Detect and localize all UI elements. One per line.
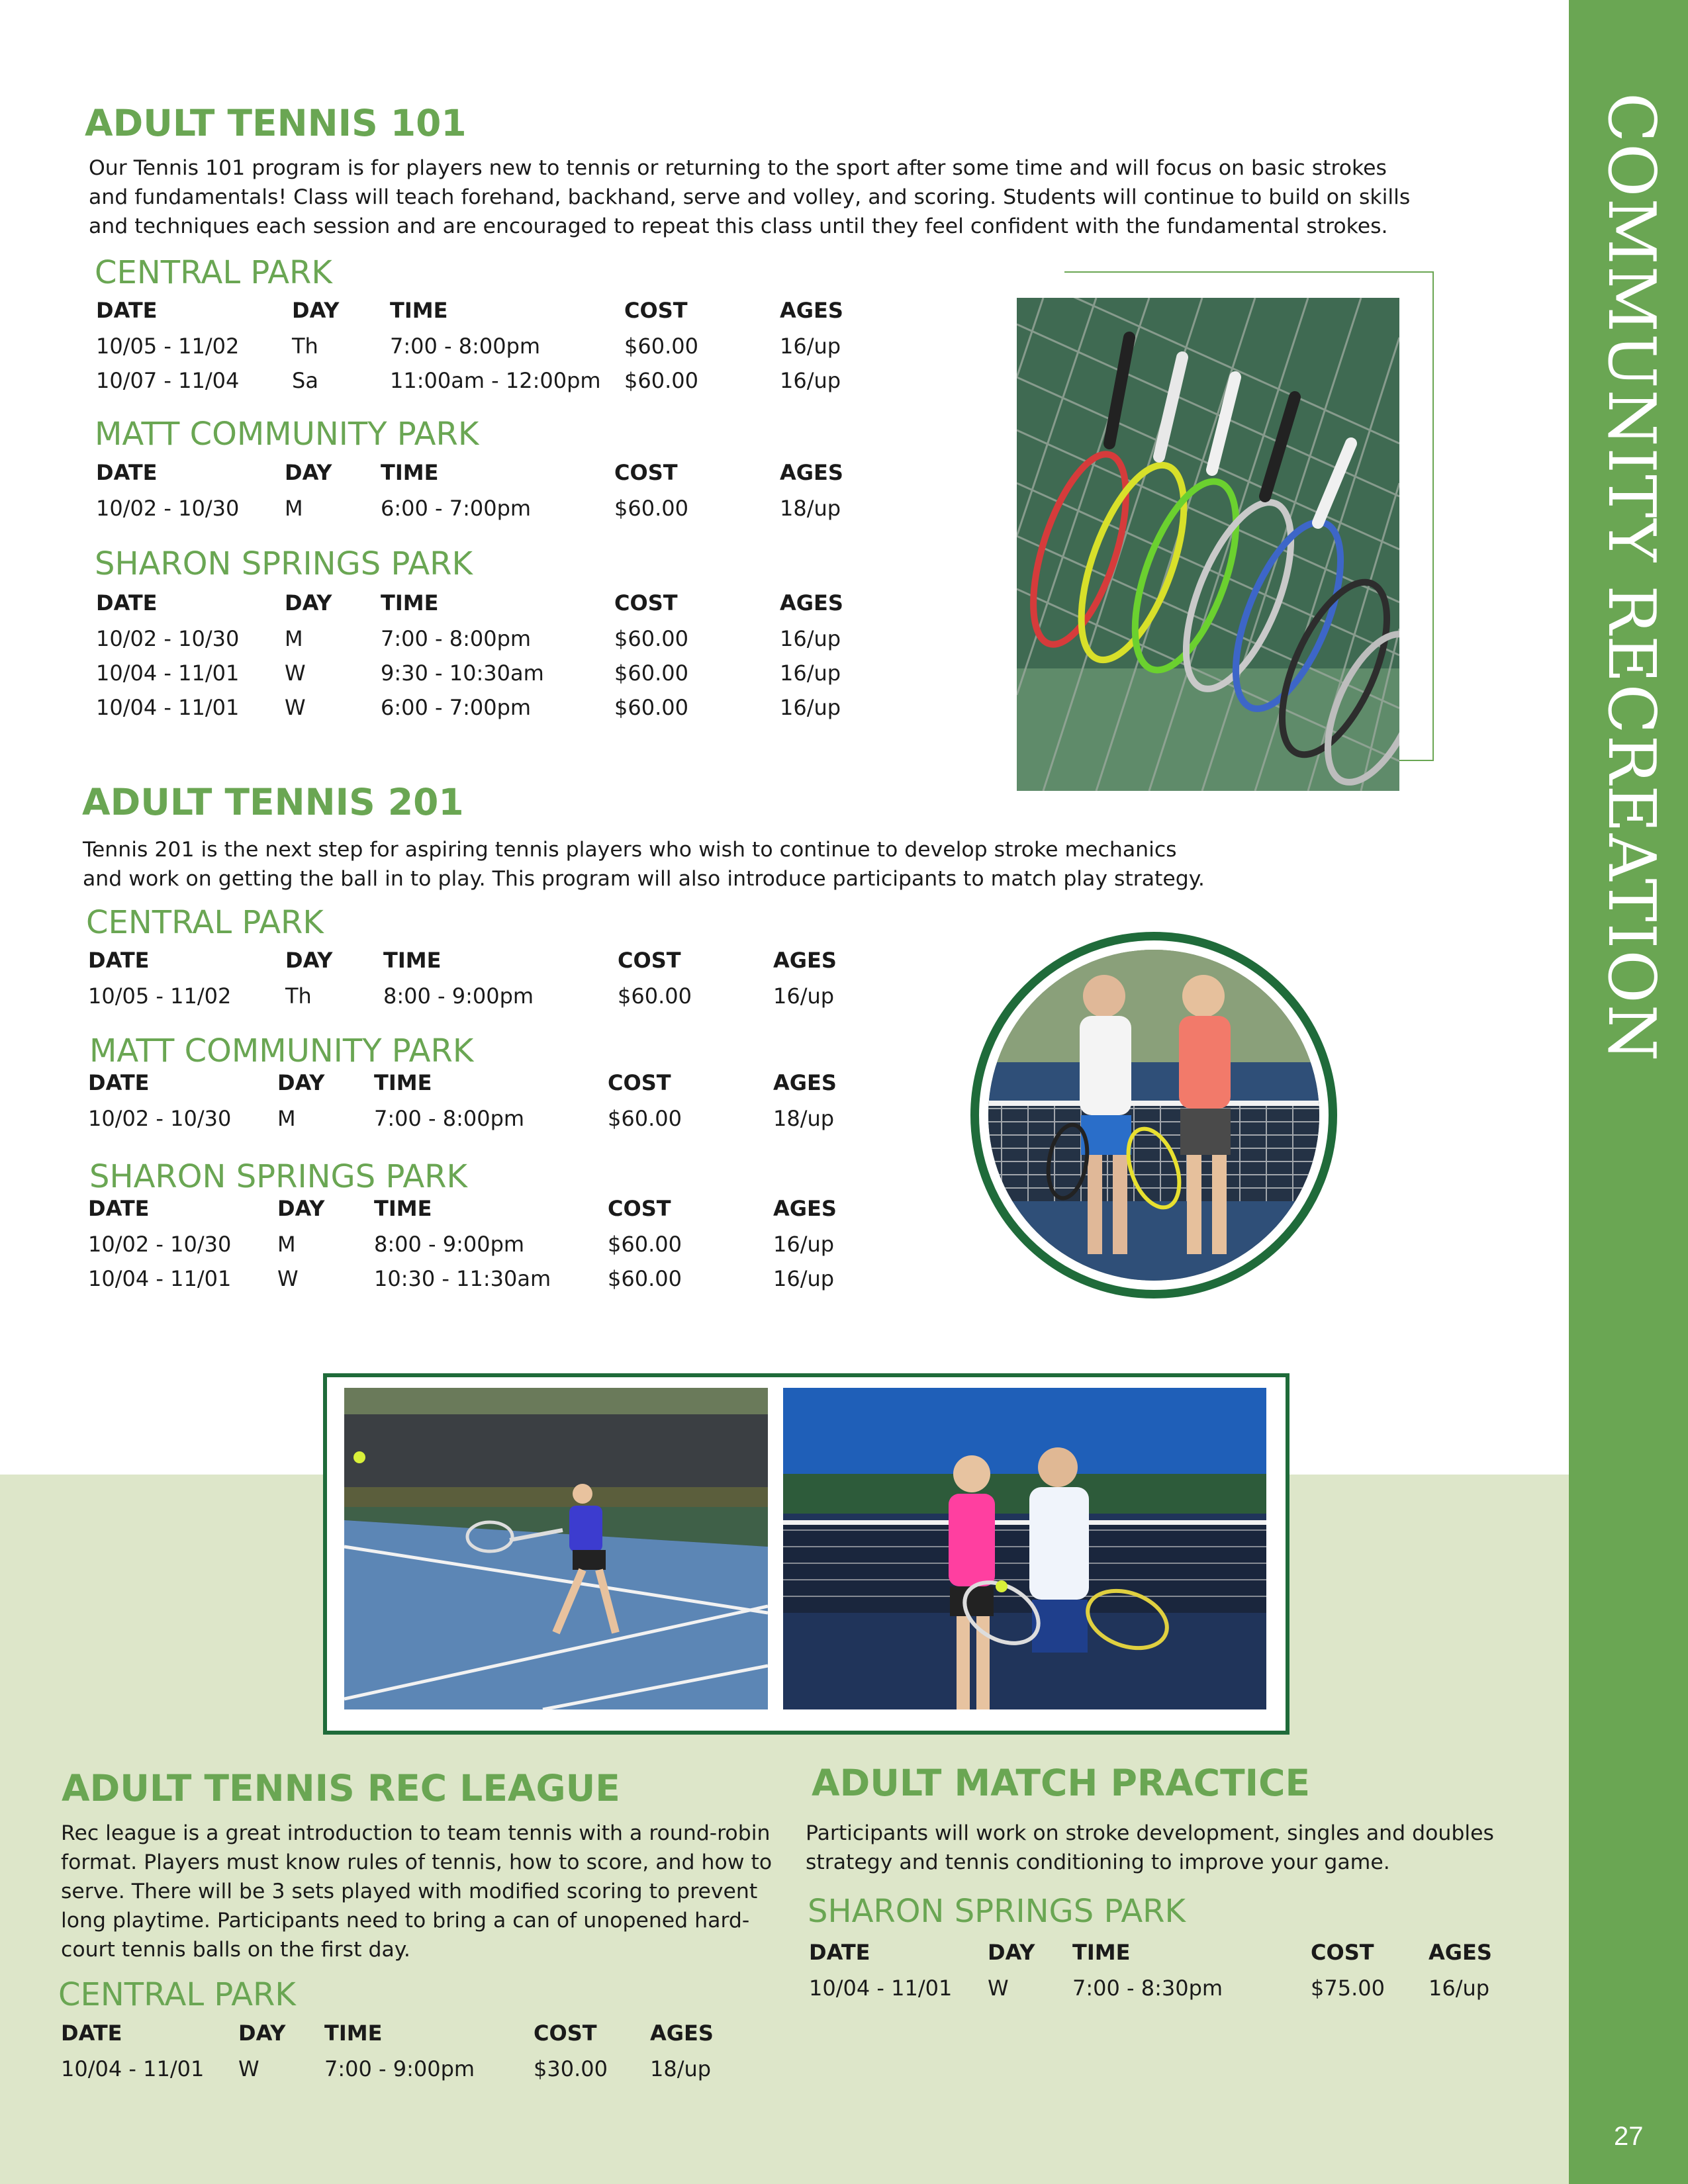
park-title-central: CENTRAL PARK xyxy=(58,1976,296,2013)
cell-date: 10/02 - 10/30 xyxy=(96,496,240,521)
cell-date: 10/04 - 11/01 xyxy=(88,1266,232,1291)
header-time: TIME xyxy=(324,2021,383,2046)
cell-date: 10/05 - 11/02 xyxy=(88,983,232,1009)
header-day: DAY xyxy=(277,1196,325,1221)
cell-date: 10/07 - 11/04 xyxy=(96,368,240,393)
table-row xyxy=(96,694,890,729)
table-header xyxy=(96,590,890,625)
cell-date: 10/04 - 11/01 xyxy=(809,1976,953,2001)
sidebar-title: COMMUNITY RECREATION xyxy=(1593,93,1669,1063)
header-time: TIME xyxy=(381,460,439,485)
table-header xyxy=(809,1939,1537,1975)
header-date: DATE xyxy=(88,1070,150,1095)
table-row xyxy=(96,495,890,529)
header-day: DAY xyxy=(285,590,332,615)
header-ages: AGES xyxy=(780,298,843,323)
header-ages: AGES xyxy=(773,1070,837,1095)
park-title-central: CENTRAL PARK xyxy=(86,904,324,941)
match-practice-title: ADULT MATCH PRACTICE xyxy=(812,1762,1311,1804)
cell-date: 10/02 - 10/30 xyxy=(96,626,240,651)
header-time: TIME xyxy=(374,1196,432,1221)
description-line: long playtime. Participants need to bring a can of unopened hard- xyxy=(61,1909,750,1933)
cell-date: 10/05 - 11/02 xyxy=(96,334,240,359)
description-line: Rec league is a great introduction to team tennis with a round-robin xyxy=(61,1821,771,1845)
tennis201-title: ADULT TENNIS 201 xyxy=(82,781,464,823)
cell-ages: 16/up xyxy=(780,626,841,651)
cell-time: 6:00 - 7:00pm xyxy=(381,695,532,720)
cell-time: 9:30 - 10:30am xyxy=(381,660,544,686)
cell-time: 8:00 - 9:00pm xyxy=(374,1232,525,1257)
header-date: DATE xyxy=(61,2021,122,2046)
header-day: DAY xyxy=(238,2021,286,2046)
header-time: TIME xyxy=(383,948,442,973)
schedule-table-101-central xyxy=(96,297,890,402)
header-cost: COST xyxy=(614,590,678,615)
header-ages: AGES xyxy=(1429,1940,1492,1965)
header-day: DAY xyxy=(285,460,332,485)
description-line: and work on getting the ball in to play. This program will also introduce participants to match play strategy. xyxy=(83,867,1205,891)
header-ages: AGES xyxy=(773,1196,837,1221)
description-line: serve. There will be 3 sets played with modified scoring to prevent xyxy=(61,1880,758,1903)
coach-and-player-photo xyxy=(783,1388,1266,1709)
cell-cost: $60.00 xyxy=(624,334,698,359)
tennis101-description xyxy=(89,154,1410,241)
header-date: DATE xyxy=(96,460,158,485)
park-title-matt: MATT COMMUNITY PARK xyxy=(89,1032,474,1069)
description-line: Tennis 201 is the next step for aspiring tennis players who wish to continue to develop stroke mechanics xyxy=(83,838,1177,862)
header-cost: COST xyxy=(618,948,681,973)
cell-cost: $60.00 xyxy=(614,695,688,720)
cell-date: 10/04 - 11/01 xyxy=(61,2056,205,2081)
header-cost: COST xyxy=(608,1070,671,1095)
header-time: TIME xyxy=(390,298,448,323)
cell-ages: 16/up xyxy=(780,695,841,720)
table-row xyxy=(88,1265,882,1300)
cell-time: 11:00am - 12:00pm xyxy=(390,368,601,393)
forehand-player-image xyxy=(344,1388,768,1709)
cell-ages: 16/up xyxy=(773,983,835,1009)
cell-ages: 16/up xyxy=(773,1232,835,1257)
cell-date: 10/04 - 11/01 xyxy=(96,660,240,686)
header-date: DATE xyxy=(96,590,158,615)
cell-cost: $60.00 xyxy=(614,496,688,521)
players-circle-photo xyxy=(988,950,1319,1281)
cell-day: Th xyxy=(292,334,318,359)
description-line: court tennis balls on the first day. xyxy=(61,1938,410,1962)
cell-ages: 18/up xyxy=(780,496,841,521)
description-line: Our Tennis 101 program is for players new to tennis or returning to the sport after some time and will focus on basic strokes xyxy=(89,156,1387,180)
table-header xyxy=(88,1069,882,1105)
cell-time: 8:00 - 9:00pm xyxy=(383,983,534,1009)
cell-cost: $60.00 xyxy=(608,1106,682,1131)
cell-ages: 16/up xyxy=(780,660,841,686)
header-date: DATE xyxy=(809,1940,870,1965)
cell-time: 7:00 - 9:00pm xyxy=(324,2056,475,2081)
cell-day: W xyxy=(238,2056,259,2081)
cell-ages: 16/up xyxy=(1429,1976,1490,2001)
player-hitting-photo xyxy=(344,1388,768,1709)
two-players-image xyxy=(988,950,1319,1281)
match-practice-description xyxy=(806,1819,1494,1877)
description-line: strategy and tennis conditioning to improve your game. xyxy=(806,1850,1390,1874)
cell-time: 7:00 - 8:00pm xyxy=(374,1106,525,1131)
cell-day: W xyxy=(285,660,306,686)
header-ages: AGES xyxy=(650,2021,714,2046)
table-header xyxy=(88,1195,882,1231)
cell-time: 10:30 - 11:30am xyxy=(374,1266,551,1291)
cell-time: 7:00 - 8:30pm xyxy=(1072,1976,1223,2001)
cell-time: 6:00 - 7:00pm xyxy=(381,496,532,521)
cell-day: W xyxy=(988,1976,1009,2001)
cell-cost: $60.00 xyxy=(624,368,698,393)
table-header xyxy=(88,947,882,983)
cell-time: 7:00 - 8:00pm xyxy=(381,626,532,651)
table-row xyxy=(61,2056,723,2090)
schedule-table-101-matt xyxy=(96,459,890,529)
table-row xyxy=(96,625,890,660)
cell-day: Th xyxy=(285,983,312,1009)
header-day: DAY xyxy=(988,1940,1035,1965)
cell-cost: $60.00 xyxy=(614,660,688,686)
table-header xyxy=(96,297,890,333)
header-day: DAY xyxy=(292,298,340,323)
table-row xyxy=(96,367,890,402)
header-day: DAY xyxy=(277,1070,325,1095)
tennis201-description xyxy=(83,835,1205,893)
cell-ages: 18/up xyxy=(773,1106,835,1131)
header-time: TIME xyxy=(1072,1940,1131,1965)
tennis-rackets-image xyxy=(1017,298,1399,791)
cell-cost: $60.00 xyxy=(608,1266,682,1291)
header-time: TIME xyxy=(374,1070,432,1095)
park-title-sharon: SHARON SPRINGS PARK xyxy=(808,1893,1186,1930)
table-header xyxy=(61,2020,723,2056)
rec-league-title: ADULT TENNIS REC LEAGUE xyxy=(62,1767,620,1809)
table-header xyxy=(96,459,890,495)
table-row xyxy=(96,660,890,694)
cell-cost: $60.00 xyxy=(608,1232,682,1257)
tennis101-title: ADULT TENNIS 101 xyxy=(85,102,467,144)
cell-ages: 18/up xyxy=(650,2056,712,2081)
cell-cost: $60.00 xyxy=(614,626,688,651)
description-line: and techniques each session and are encouraged to repeat this class until they feel confident with the fundamental strokes. xyxy=(89,214,1388,238)
schedule-table-201-sharon xyxy=(88,1195,882,1300)
coach-player-image xyxy=(783,1388,1266,1709)
table-row xyxy=(88,1105,882,1140)
cell-cost: $75.00 xyxy=(1311,1976,1385,2001)
header-time: TIME xyxy=(381,590,439,615)
header-date: DATE xyxy=(88,948,150,973)
header-ages: AGES xyxy=(780,590,843,615)
cell-date: 10/04 - 11/01 xyxy=(96,695,240,720)
table-row xyxy=(96,333,890,367)
header-date: DATE xyxy=(96,298,158,323)
cell-day: M xyxy=(277,1106,296,1131)
cell-ages: 16/up xyxy=(780,334,841,359)
cell-date: 10/02 - 10/30 xyxy=(88,1106,232,1131)
cell-day: M xyxy=(285,496,303,521)
table-row xyxy=(88,1231,882,1265)
park-title-matt: MATT COMMUNITY PARK xyxy=(95,416,479,453)
cell-day: M xyxy=(277,1232,296,1257)
rec-league-description xyxy=(61,1819,772,1964)
park-title-central: CENTRAL PARK xyxy=(95,254,332,291)
header-ages: AGES xyxy=(780,460,843,485)
cell-date: 10/02 - 10/30 xyxy=(88,1232,232,1257)
rackets-photo xyxy=(1017,298,1399,791)
header-day: DAY xyxy=(285,948,333,973)
cell-day: W xyxy=(277,1266,299,1291)
header-ages: AGES xyxy=(773,948,837,973)
description-line: Participants will work on stroke development, singles and doubles xyxy=(806,1821,1494,1845)
page-number: 27 xyxy=(1614,2122,1644,2151)
header-cost: COST xyxy=(1311,1940,1374,1965)
schedule-table-rec-league xyxy=(61,2020,723,2090)
cell-ages: 16/up xyxy=(780,368,841,393)
cell-day: W xyxy=(285,695,306,720)
schedule-table-201-matt xyxy=(88,1069,882,1140)
header-cost: COST xyxy=(534,2021,597,2046)
header-cost: COST xyxy=(608,1196,671,1221)
header-date: DATE xyxy=(88,1196,150,1221)
table-row xyxy=(809,1975,1537,2009)
cell-time: 7:00 - 8:00pm xyxy=(390,334,541,359)
cell-day: M xyxy=(285,626,303,651)
cell-cost: $30.00 xyxy=(534,2056,608,2081)
description-line: and fundamentals! Class will teach forehand, backhand, serve and volley, and scoring. Students will continue to build on skills xyxy=(89,185,1411,209)
header-cost: COST xyxy=(614,460,678,485)
description-line: format. Players must know rules of tennis, how to score, and how to xyxy=(61,1850,773,1874)
schedule-table-match-practice xyxy=(809,1939,1537,2009)
park-title-sharon: SHARON SPRINGS PARK xyxy=(95,545,473,582)
cell-ages: 16/up xyxy=(773,1266,835,1291)
cell-day: Sa xyxy=(292,368,318,393)
schedule-table-101-sharon xyxy=(96,590,890,729)
park-title-sharon: SHARON SPRINGS PARK xyxy=(89,1158,467,1195)
cell-cost: $60.00 xyxy=(618,983,692,1009)
header-cost: COST xyxy=(624,298,688,323)
schedule-table-201-central xyxy=(88,947,882,1017)
table-row xyxy=(88,983,882,1017)
